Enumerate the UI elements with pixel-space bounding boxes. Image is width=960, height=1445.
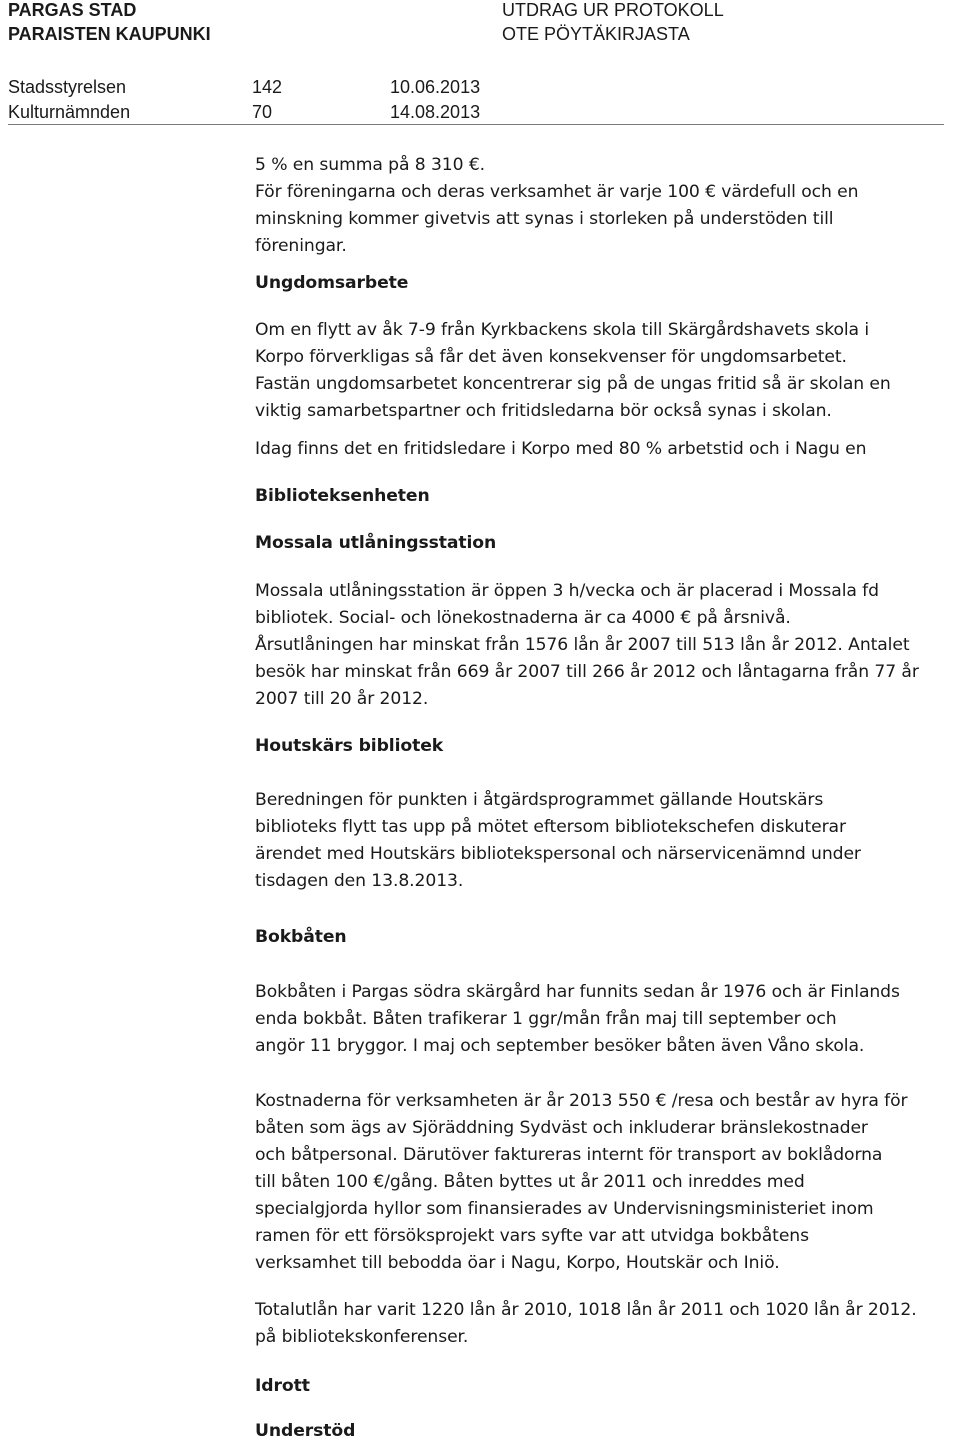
text-line: Årsutlåningen har minskat från 1576 lån år 2007 till 513 lån år 2012. Antalet xyxy=(255,635,910,655)
ungdomsarbete-paragraph xyxy=(255,317,960,425)
section-heading-bokbaten: Bokbåten xyxy=(255,927,347,947)
text-line: Om en flytt av åk 7-9 från Kyrkbackens skola till Skärgårdshavets skola i xyxy=(255,320,870,340)
text-line: Korpo förverkligas så får det även konsekvenser för ungdomsarbetet. xyxy=(255,347,847,367)
text-line: tisdagen den 13.8.2013. xyxy=(255,871,464,891)
text-line: båten som ägs av Sjöräddning Sydväst och inkluderar bränslekostnader xyxy=(255,1118,868,1138)
section-heading-ungdomsarbete: Ungdomsarbete xyxy=(255,273,409,293)
entry-number: 142 xyxy=(252,77,283,97)
section-heading-idrott: Idrott xyxy=(255,1376,310,1396)
org-name-finnish: PARAISTEN KAUPUNKI xyxy=(8,24,211,44)
section-heading-houtskar: Houtskärs bibliotek xyxy=(255,736,444,756)
mossala-paragraph xyxy=(255,578,960,713)
doc-type-finnish: OTE PÖYTÄKIRJASTA xyxy=(502,24,690,44)
header-divider xyxy=(8,124,944,125)
text-line: besök har minskat från 669 år 2007 till 266 år 2012 och låntagarna från 77 år xyxy=(255,662,919,682)
text-line: viktig samarbetspartner och fritidsledarna bör också synas i skolan. xyxy=(255,401,832,421)
text-line: minskning kommer givetvis att synas i storleken på understöden till xyxy=(255,209,834,229)
text-line: 5 % en summa på 8 310 €. xyxy=(255,155,486,175)
doc-type-swedish: UTDRAG UR PROTOKOLL xyxy=(502,0,724,20)
text-line: Beredningen för punkten i åtgärdsprogrammet gällande Houtskärs xyxy=(255,790,824,810)
text-line: enda bokbåt. Båten trafikerar 1 ggr/mån från maj till september och xyxy=(255,1009,837,1029)
text-line: specialgjorda hyllor som finansierades av Undervisningsministeriet inom xyxy=(255,1199,874,1219)
text-line: på bibliotekskonferenser. xyxy=(255,1327,469,1347)
entry-body: Stadsstyrelsen xyxy=(8,77,127,97)
entry-date: 10.06.2013 xyxy=(390,77,481,97)
text-line: Fastän ungdomsarbetet koncentrerar sig på de ungas fritid så är skolan en xyxy=(255,374,891,394)
utlan-paragraph xyxy=(255,1297,960,1351)
text-line: Bokbåten i Pargas södra skärgård har funnits sedan år 1976 och är Finlands xyxy=(255,982,900,1002)
entry-body: Kulturnämnden xyxy=(8,102,131,122)
text-line: Mossala utlåningsstation är öppen 3 h/vecka och är placerad i Mossala fd xyxy=(255,581,879,601)
kostnader-paragraph xyxy=(255,1088,960,1277)
fritidsledare-paragraph: Idag finns det en fritidsledare i Korpo med 80 % arbetstid och i Nagu en xyxy=(255,439,867,459)
entry-date: 14.08.2013 xyxy=(390,102,481,122)
text-line: biblioteks flytt tas upp på mötet eftersom bibliotekschefen diskuterar xyxy=(255,817,846,837)
text-line: verksamhet till bebodda öar i Nagu, Korpo, Houtskär och Iniö. xyxy=(255,1253,780,1273)
section-heading-understod: Understöd xyxy=(255,1421,356,1441)
bokbaten-paragraph xyxy=(255,979,960,1060)
text-line: ramen för ett försöksprojekt vars syfte var att utvidga bokbåtens xyxy=(255,1226,809,1246)
text-line: Kostnaderna för verksamheten är år 2013 550 € /resa och består av hyra för xyxy=(255,1091,908,1111)
org-name-swedish: PARGAS STAD xyxy=(8,0,137,20)
text-line: 2007 till 20 år 2012. xyxy=(255,689,429,709)
section-heading-biblioteksenheten: Biblioteksenheten xyxy=(255,486,430,506)
text-line: och båtpersonal. Därutöver faktureras internt för transport av boklådorna xyxy=(255,1145,883,1165)
section-heading-mossala: Mossala utlåningsstation xyxy=(255,533,497,553)
text-line: ärendet med Houtskärs bibliotekspersonal och närservicenämnd under xyxy=(255,844,861,864)
text-line: För föreningarna och deras verksamhet är varje 100 € värdefull och en xyxy=(255,182,859,202)
text-line: angör 11 bryggor. I maj och september besöker båten även Våno skola. xyxy=(255,1036,865,1056)
intro-paragraph xyxy=(255,152,960,260)
text-line: föreningar. xyxy=(255,236,347,256)
entry-number: 70 xyxy=(252,102,273,122)
text-line: Totalutlån har varit 1220 lån år 2010, 1018 lån år 2011 och 1020 lån år 2012. xyxy=(255,1300,917,1320)
houtskar-paragraph xyxy=(255,787,960,895)
text-line: till båten 100 €/gång. Båten byttes ut år 2011 och inreddes med xyxy=(255,1172,805,1192)
text-line: bibliotek. Social- och lönekostnaderna är ca 4000 € på årsnivå. xyxy=(255,608,791,628)
